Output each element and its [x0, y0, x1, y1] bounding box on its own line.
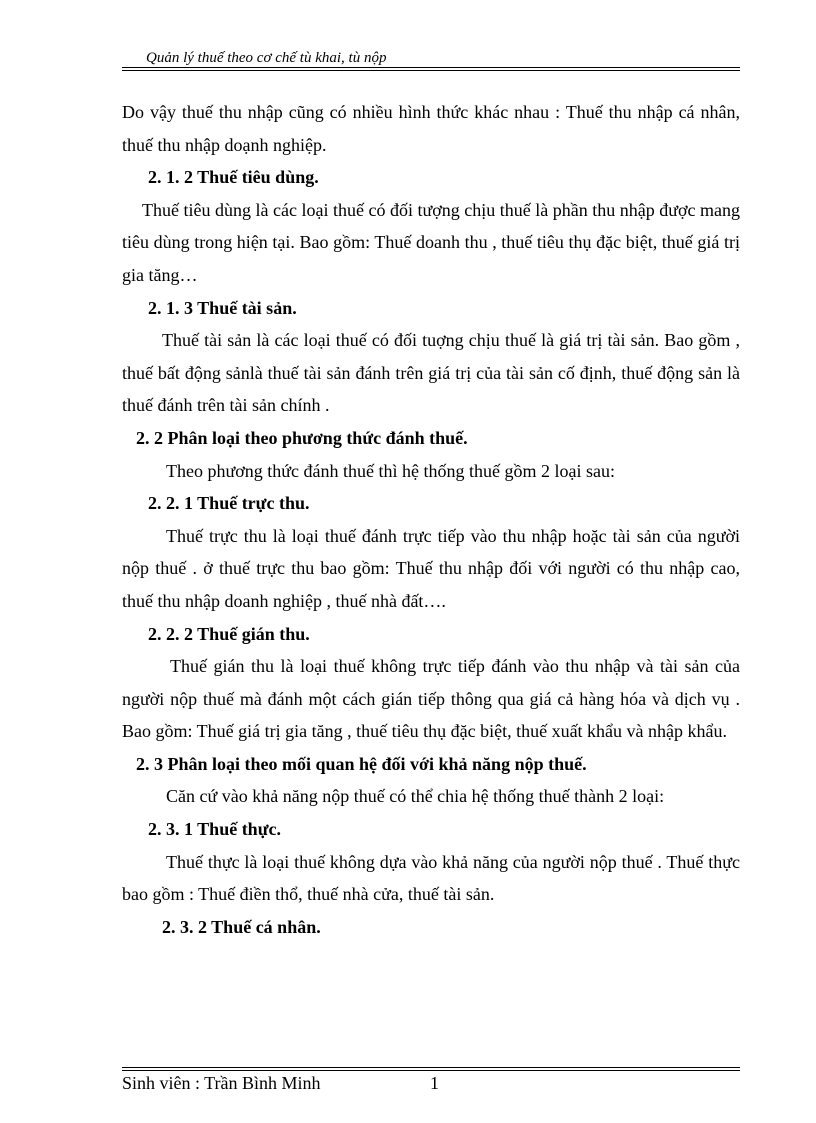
- heading-2-3-2-personal-tax: 2. 3. 2 Thuế cá nhân.: [162, 916, 321, 937]
- heading-2-1-3-property-tax: 2. 1. 3 Thuế tài sản.: [148, 297, 297, 318]
- heading-2-2-2-indirect-tax: 2. 2. 2 Thuế gián thu.: [148, 623, 310, 644]
- paragraph-indirect-tax: Thuế gián thu là loại thuế không trực tiếp đánh vào thu nhập và tài sản của người nộp thuế mà đánh một cách gián tiếp thông qua giá cả hàng hóa và dịch vụ . Bao gồm: Thuế giá trị gia tăng , thuế tiêu thụ đặc biệt, thuế xuất khẩu và nhập khẩu.: [122, 656, 740, 742]
- paragraph-consumption-tax: Thuế tiêu dùng là các loại thuế có đối tượng chịu thuế là phần thu nhập được mang tiêu dùng trong hiện tại. Bao gồm: Thuế doanh thu , thuế tiêu thụ đặc biệt, thuế giá trị gia tăng…: [122, 199, 740, 285]
- paragraph-ability-to-pay-intro: Căn cứ vào khả năng nộp thuế có thể chia hệ thống thuế thành 2 loại:: [166, 786, 665, 807]
- heading-2-3-1-real-tax: 2. 3. 1 Thuế thực.: [148, 819, 281, 840]
- paragraph-property-tax: Thuế tài sản là các loại thuế có đối tuợng chịu thuế là giá trị tài sản. Bao gồm , thuế bất động sảnlà thuế tài sản đánh trên giá trị của tài sản cố định, thuế động sản là thuế đánh trên tài sản chính .: [122, 330, 740, 416]
- paragraph-tax-method-intro: Theo phương thức đánh thuế thì hệ thống thuế gồm 2 loại sau:: [166, 460, 615, 481]
- heading-2-2-tax-method: 2. 2 Phân loại theo phương thức đánh thuế.: [136, 427, 468, 448]
- header-rule: [122, 67, 740, 71]
- page-number: 1: [430, 1073, 439, 1093]
- paragraph-income-tax-forms: Do vậy thuế thu nhập cũng có nhiều hình thức khác nhau : Thuế thu nhập cá nhân, thuế thu nhập doạnh nghiệp.: [122, 102, 740, 155]
- heading-2-3-ability-to-pay: 2. 3 Phân loại theo mối quan hệ đối với khả năng nộp thuế.: [136, 753, 587, 774]
- paragraph-direct-tax: Thuế trực thu là loại thuế đánh trực tiếp vào thu nhập hoặc tài sản của người nộp thuế . ở thuế trực thu bao gồm: Thuế thu nhập đối với người có thu nhập cao, thuế thu nhập doanh nghiệp , thuế nhà đất….: [122, 525, 740, 611]
- document-body: [122, 96, 740, 943]
- footer-author: Sinh viên : Trần Bình Minh: [122, 1073, 321, 1093]
- heading-2-2-1-direct-tax: 2. 2. 1 Thuế trực thu.: [148, 493, 310, 514]
- running-header: Quản lý thuế theo cơ chế tù khai, tù nộp: [146, 50, 387, 66]
- paragraph-real-tax: Thuế thực là loại thuế không dựa vào khả năng của người nộp thuế . Thuế thực bao gồm : Thuế điền thổ, thuế nhà cửa, thuế tài sản.: [122, 851, 740, 905]
- heading-2-1-2-consumption-tax: 2. 1. 2 Thuế tiêu dùng.: [148, 167, 319, 188]
